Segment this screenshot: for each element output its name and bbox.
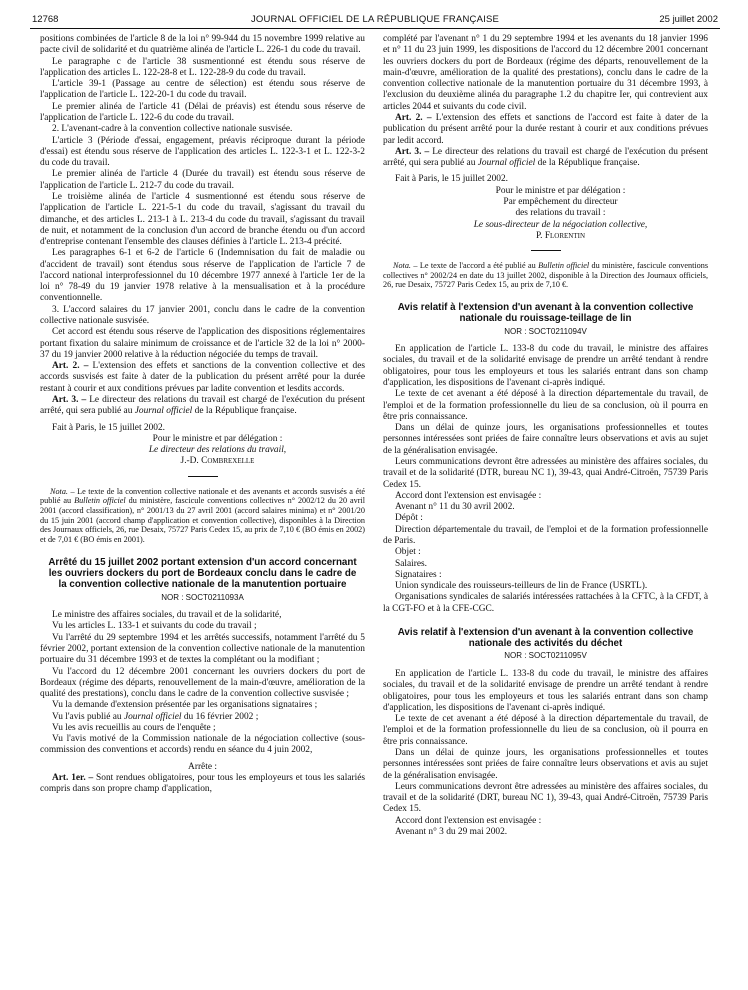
article-text: de la République française. bbox=[194, 406, 297, 417]
journal-ref: Journal officiel bbox=[134, 406, 193, 417]
paragraph: Leurs communications devront être adressées au ministère des affaires sociales, du travail et de la solidarité (DRT, bureau NC 1), 39-43, quai André-Citroën, 75739 Paris Cedex 15. bbox=[383, 781, 708, 815]
paragraph: Le premier alinéa de l'article 41 (Délai de préavis) est étendu sous réserve de l'application de l'article L. 122-6 du code du travail. bbox=[40, 101, 365, 123]
separator bbox=[531, 250, 561, 251]
paragraph: Signataires : bbox=[395, 569, 442, 580]
signature-line: Par empêchement du directeur bbox=[503, 196, 618, 207]
separator bbox=[188, 476, 218, 477]
arrete-title: Arrêté du 15 juillet 2002 portant extension d'un accord concernant les ouvriers dockers du port de Bordeaux conclu dans le cadre de la convention collective nationale de la manutention portuaire bbox=[48, 556, 357, 591]
paragraph: Vu l'arrêté du 29 septembre 1994 et les arrêtés successifs, notamment l'arrêté du 5 février 2002, portant extension de la convention collective nationale de la manutention portuaire du 31 décembre 1993 et de textes la complétant ou la modifiant ; bbox=[40, 632, 365, 666]
paragraph: Objet : bbox=[395, 547, 421, 558]
avis-title: Avis relatif à l'extension d'un avenant à la convention collective nationale du rouissage-teillage de lin bbox=[397, 302, 694, 325]
bulletin-ref: Bulletin officiel bbox=[74, 496, 126, 506]
fait-a-paris: Fait à Paris, le 15 juillet 2002. bbox=[52, 422, 166, 433]
signature-title-text: Le directeur des relations du travail, bbox=[148, 445, 287, 456]
paragraph: Vu les articles L. 133-1 et suivants du code du travail ; bbox=[52, 621, 257, 632]
left-column bbox=[40, 34, 365, 984]
nota-text: du ministère, fascicule conventions collectives n° 2002/12 du 20 avril 2001 (accord classification), n° 2001/13 du 27 avril 2001 (accord salaires minima) et n° 2001/20 du 15 juin 2001 (accord champ d'application et convention collective), disponibles à la Direction des Journaux officiels, 26, rue Desaix, 75727 Paris Cedex 15, au prix de 7,10 € (BO émis en 2002) et de 7,01 € (BO émis en 2001). bbox=[40, 496, 365, 545]
right-column bbox=[383, 34, 708, 984]
paragraph-text: du 16 février 2002 ; bbox=[183, 711, 259, 722]
journal-ref: Journal officiel bbox=[123, 711, 182, 722]
paragraph: Dépôt : bbox=[395, 513, 423, 524]
article-label: Art. 2. – bbox=[395, 112, 432, 123]
article-2 bbox=[40, 361, 365, 395]
paragraph: En application de l'article L. 133-8 du code du travail, le ministre des affaires sociales, du travail et de la solidarité envisage de prendre un arrêté tendant à rendre obligatoires, pour tous les employeurs et tous les salariés entrant dans son champ d'application, les dispositions de l'avenant ci-après indiqué. bbox=[383, 344, 708, 389]
paragraph: Cet accord est étendu sous réserve de l'application des dispositions réglementaires portant fixation du salaire minimum de croissance et de l'article 32 de la loi n° 2000-37 du 19 janvier 2000 relative à la réduction négociée du temps de travail. bbox=[40, 327, 365, 360]
paragraph: Direction départementale du travail, de l'emploi et de la formation professionnelle de Paris. bbox=[383, 524, 708, 546]
journal-ref: Journal officiel bbox=[477, 158, 536, 169]
paragraph: Le troisième alinéa de l'article 4 susmentionné est étendu sous réserve de l'application de l'article L. 221-5-1 du code du travail, s'agissant du travail du dimanche, et des articles L. 213-1 à L. 213-4 du code du travail, s'agissant du travail de nuit, et notamment de la conclusion d'un accord de branche étendu ou d'un accord d'entreprise contenant l'ensemble des clauses définies à l'article L. 213-4 précité. bbox=[40, 191, 365, 248]
paragraph: Accord dont l'extension est envisagée : bbox=[395, 815, 542, 826]
signature-title bbox=[383, 220, 708, 231]
paragraph: En application de l'article L. 133-8 du code du travail, le ministre des affaires sociales, du travail et de la solidarité envisage de prendre un arrêté tendant à rendre obligatoires, pour tous les employeurs et tous les salariés entrant dans son champ d'application, les dispositions de l'avenant ci-après indiqué. bbox=[383, 669, 708, 713]
avis-title: Avis relatif à l'extension d'un avenant à la convention collective nationale des activités du déchet bbox=[397, 626, 694, 650]
nota-text: du ministère, fascicule conventions collectives n° 2002/24 en date du 13 juillet 2002, disponible à la Direction des Journaux officiels, 26, rue Desaix, 75727 Paris Cedex 15, au prix de 7,10 €. bbox=[383, 261, 708, 290]
article-label: Art. 1er. – bbox=[52, 773, 94, 784]
article-3 bbox=[383, 147, 708, 170]
nota-label: Nota. – bbox=[50, 486, 75, 496]
article-text: L'extension des effets et sanctions de l'accord est faite à dater de la publication du présent arrêté pour la durée restant à courir et aux conditions prévues par ledit accord. bbox=[383, 112, 708, 146]
paragraph: Dans un délai de quinze jours, les organisations professionnelles et toutes personnes intéressées sont priées de faire connaître leurs observations et avis au sujet de la généralisation envisagée. bbox=[383, 423, 708, 456]
signature-title-text: Le sous-directeur de la négociation collective, bbox=[473, 219, 648, 230]
page-header bbox=[30, 14, 720, 29]
paragraph bbox=[40, 712, 365, 723]
paragraph: Les paragraphes 6-1 et 6-2 de l'article 6 (Indemnisation du fait de maladie ou d'accident de travail) sont étendus sous réserve de l'application de l'article 7 de l'accord national interprofessionnel du 10 décembre 1977 annexé à l'article 1er de la loi n° 78-49 du 19 janvier 1978 relative à la mensualisation et à la procédure conventionnelle. bbox=[40, 248, 365, 304]
signature-line: des relations du travail : bbox=[515, 208, 606, 219]
paragraph-text: Vu l'avis publié au bbox=[52, 711, 122, 722]
paragraph: Vu la demande d'extension présentée par les organisations signataires ; bbox=[52, 700, 318, 711]
paragraph: Le premier alinéa de l'article 4 (Durée du travail) est étendu sous réserve de l'application de l'article L. 212-7 du code du travail. bbox=[40, 169, 365, 191]
nota-note bbox=[40, 487, 365, 545]
article-3 bbox=[40, 395, 365, 418]
paragraph: complété par l'avenant n° 1 du 29 septembre 1994 et les avenants du 18 janvier 1996 et n° 11 du 23 juin 1999, les dispositions de l'accord du 12 décembre 2001 concernant les ouvriers dockers du port de Bordeaux (régime des départs, renouvellement de la main-d'œuvre, amélioration de la qualité des prestations), conclu dans le cadre de la convention collective nationale de la manutention portuaire du 31 décembre 1993, à l'exclusion du deuxième alinéa du paragraphe 1.2 du chapitre Ier, qui contrevient aux articles 2044 et suivants du code civil. bbox=[383, 34, 708, 112]
paragraph: Vu l'accord du 12 décembre 2001 concernant les ouvriers dockers du port de Bordeaux (régime des départs, renouvellement de la main-d'œuvre, amélioration de la qualité des prestations), conclu dans le cadre de la convention collective susvisée ; bbox=[40, 666, 365, 700]
article-label: Art. 2. – bbox=[52, 361, 89, 372]
paragraph: Accord dont l'extension est envisagée : bbox=[395, 490, 542, 501]
paragraph: positions combinées de l'article 8 de la loi n° 99-944 du 15 novembre 1999 relative au pacte civil de solidarité et du quatrième alinéa de l'article L. 226-1 du code du travail. bbox=[40, 34, 365, 56]
paragraph: 3. L'accord salaires du 17 janvier 2001, conclu dans le cadre de la convention collective nationale susvisée. bbox=[40, 304, 365, 327]
article-2 bbox=[383, 113, 708, 147]
fait-a-paris: Fait à Paris, le 15 juillet 2002. bbox=[395, 174, 509, 185]
issue-date: 25 juillet 2002 bbox=[659, 14, 718, 25]
article-text: de la République française. bbox=[537, 158, 640, 169]
article-text: Sont rendues obligatoires, pour tous les employeurs et tous les salariés compris dans son propre champ d'application, bbox=[40, 773, 365, 795]
paragraph: Avenant n° 3 du 29 mai 2002. bbox=[395, 827, 508, 838]
nor-code: NOR : SOCT0211094V bbox=[504, 326, 587, 336]
nor-code: NOR : SOCT0211095V bbox=[504, 651, 587, 661]
nota-label: Nota. – bbox=[393, 261, 418, 271]
paragraph: Le ministre des affaires sociales, du travail et de la solidarité, bbox=[52, 610, 282, 621]
signatory-name: P. Florentin bbox=[535, 230, 586, 241]
nor-code: NOR : SOCT0211093A bbox=[161, 592, 244, 602]
signature-title bbox=[40, 445, 365, 456]
paragraph: Le paragraphe c de l'article 38 susmentionné est étendu sous réserve de l'application des articles L. 122-28-8 et L. 122-28-9 du code du travail. bbox=[40, 56, 365, 78]
article-text: L'extension des effets et sanctions de la convention collective et des accords susvisés est faite à dater de la publication du présent arrêté pour la durée restant à courir et aux conditions prévues par ladite convention et lesdits accords. bbox=[40, 361, 365, 394]
paragraph: Salaires. bbox=[395, 558, 428, 569]
article-label: Art. 3. – bbox=[52, 395, 87, 405]
arrete-heading: Arrête : bbox=[188, 761, 217, 772]
page-number: 12768 bbox=[32, 14, 59, 25]
paragraph: Vu l'avis motivé de la Commission nationale de la négociation collective (sous-commission des conventions et accords) rendu en séance du 4 juin 2002, bbox=[40, 734, 365, 756]
signature-line: Pour le ministre et par délégation : bbox=[152, 433, 283, 444]
paragraph: L'article 39-1 (Passage au centre de sélection) est étendu sous réserve de l'application de l'article L. 122-20-1 du code du travail. bbox=[40, 79, 365, 101]
paragraph: Organisations syndicales de salariés intéressées rattachées à la CFTC, à la CFDT, à la CGT-FO et à la CFE-CGC. bbox=[383, 592, 708, 614]
bulletin-ref: Bulletin officiel bbox=[538, 261, 590, 271]
paragraph: Le texte de cet avenant a été déposé à la direction départementale du travail, de l'emploi et de la formation professionnelle du lieu de sa conclusion, où il pourra en être pris connaissance. bbox=[383, 714, 708, 747]
paragraph: Avenant n° 11 du 30 avril 2002. bbox=[395, 502, 515, 513]
paragraph: Union syndicale des rouisseurs-teilleurs de lin de France (USRTL). bbox=[395, 581, 648, 592]
article-text: Le directeur des relations du travail est chargé de l'exécution du présent arrêté, qui sera publié au bbox=[40, 395, 365, 417]
paragraph: 2. L'avenant-cadre à la convention collective nationale susvisée. bbox=[52, 124, 293, 135]
paragraph: Dans un délai de quinze jours, les organisations professionnelles et toutes personnes intéressées sont priées de faire connaître leurs observations et avis au sujet de la généralisation envisagée. bbox=[383, 748, 708, 781]
paragraph: Le texte de cet avenant a été déposé à la direction départementale du travail, de l'emploi et de la formation professionnelle du lieu de sa conclusion, où il pourra en être pris connaissance. bbox=[383, 389, 708, 422]
article-text: Le directeur des relations du travail est chargé de l'exécution du présent arrêté, qui sera publié au bbox=[383, 146, 708, 169]
nota-text: Le texte de l'accord a été publié au bbox=[419, 261, 536, 271]
article-label: Art. 3. – bbox=[395, 146, 430, 157]
nota-text: Le texte de la convention collective nationale et des avenants et accords susvisés a été publié au bbox=[40, 486, 365, 506]
article-1 bbox=[40, 773, 365, 796]
paragraph: L'article 3 (Période d'essai, engagement, préavis réciproque durant la période d'essai) est étendu sous réserve de l'application des articles L. 122-3-1 et L. 122-3-2 du code du travail. bbox=[40, 135, 365, 169]
nota-note bbox=[383, 261, 708, 290]
signature-line: Pour le ministre et par délégation : bbox=[495, 185, 626, 196]
signatory-name: J.-D. Combrexelle bbox=[180, 456, 255, 467]
paragraph: Leurs communications devront être adressées au ministère des affaires sociales, du travail et de la solidarité (DTR, bureau NC 1), 39-43, quai André-Citroën, 75739 Paris Cedex 15. bbox=[383, 457, 708, 490]
journal-title: JOURNAL OFFICIEL DE LA RÉPUBLIQUE FRANÇAISE bbox=[250, 14, 500, 25]
paragraph: Vu les avis recueillis au cours de l'enquête ; bbox=[52, 722, 216, 733]
